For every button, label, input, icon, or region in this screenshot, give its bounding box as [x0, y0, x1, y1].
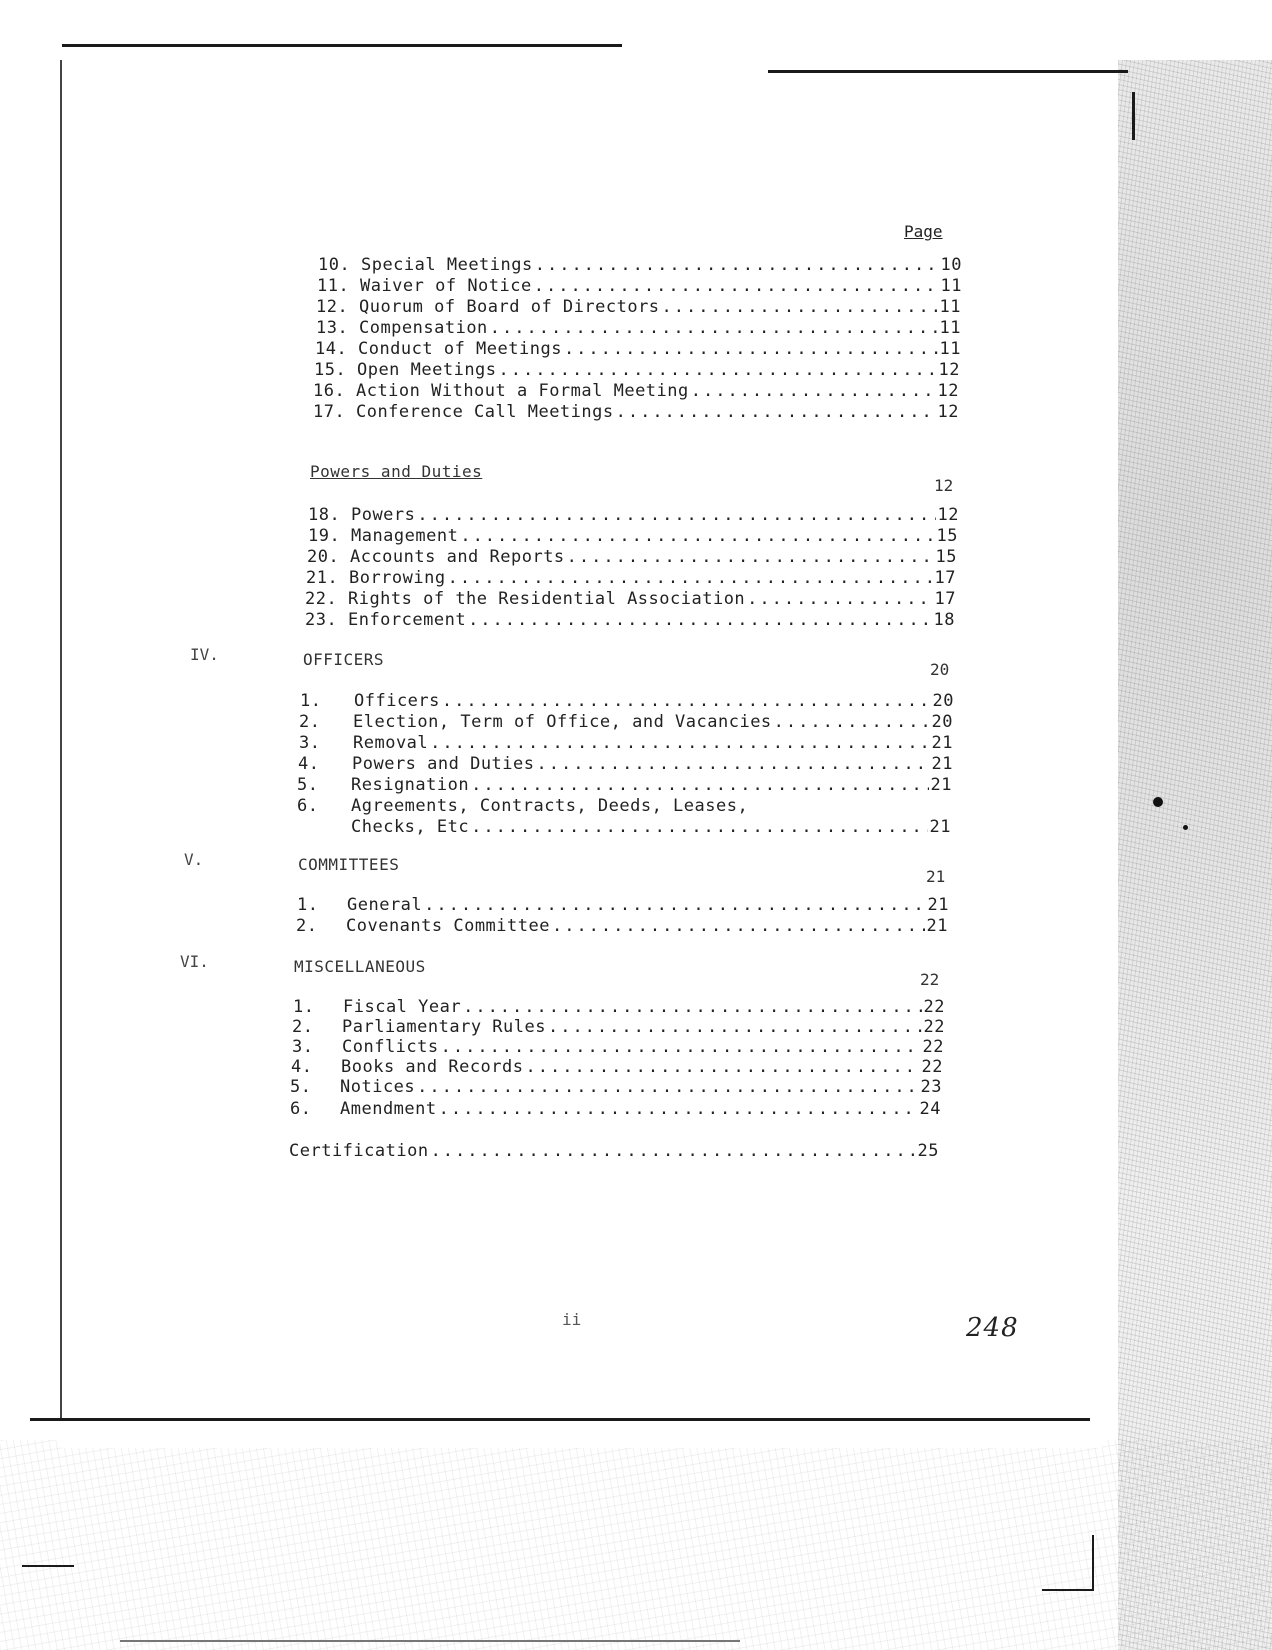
- toc-entry: [308, 505, 959, 525]
- entry-page: 21: [930, 775, 952, 795]
- entry-label: Management: [350, 526, 459, 546]
- entry-number: 5.: [290, 1077, 312, 1097]
- toc-entry: [299, 712, 953, 732]
- entry-number: 1.: [293, 997, 315, 1017]
- leader-dots: [564, 339, 938, 359]
- entry-number: 6.: [297, 796, 319, 816]
- leader-dots: [548, 1017, 922, 1037]
- article-title: MISCELLANEOUS: [294, 957, 426, 976]
- entry-label: Agreements, Contracts, Deeds, Leases,: [351, 796, 749, 816]
- entry-page: 20: [931, 712, 953, 732]
- article-number: VI.: [180, 952, 209, 971]
- ink-speck-small: [1183, 825, 1188, 830]
- entry-page: 22: [921, 1057, 943, 1077]
- leader-dots: [490, 318, 938, 338]
- entry-label: Action Without a Formal Meeting: [355, 381, 689, 401]
- page-folio: ii: [562, 1310, 582, 1329]
- entry-label: Borrowing: [348, 568, 446, 588]
- toc-entry: [316, 297, 961, 317]
- entry-number: 14.: [315, 339, 348, 359]
- entry-label: Special Meetings: [360, 255, 533, 275]
- entry-number: 4.: [291, 1057, 313, 1077]
- entry-page: 10: [940, 255, 962, 275]
- entry-label: Enforcement: [347, 610, 467, 630]
- leader-dots: [535, 255, 939, 275]
- entry-page: 22: [923, 997, 945, 1017]
- toc-entry-line2: [351, 817, 951, 837]
- bates-stamp-number: 248: [966, 1313, 1019, 1343]
- entry-number: 23.: [305, 610, 338, 630]
- article-title: COMMITTEES: [298, 855, 400, 874]
- entry-number: 18.: [308, 505, 341, 525]
- toc-entry: [314, 360, 960, 380]
- leader-dots: [747, 589, 932, 609]
- entry-page: 17: [934, 568, 956, 588]
- entry-label: Fiscal Year: [343, 997, 462, 1017]
- entry-number: 21.: [306, 568, 339, 588]
- entry-label: General: [347, 895, 423, 915]
- corner-bottom-right-h: [1042, 1589, 1094, 1591]
- leader-dots: [537, 754, 930, 774]
- toc-entry: [313, 381, 959, 401]
- entry-label: Powers: [350, 505, 416, 525]
- toc-entry: [317, 276, 962, 296]
- leader-dots: [662, 297, 938, 317]
- entry-label: Election, Term of Office, and Vacancies: [353, 712, 772, 732]
- entry-number: 11.: [317, 276, 350, 296]
- leader-dots: [567, 547, 934, 567]
- scan-noise-right: [1118, 60, 1272, 1650]
- article-page: 22: [920, 970, 940, 989]
- article-number: V.: [184, 850, 204, 869]
- leader-dots: [468, 610, 931, 630]
- subsection-page: 12: [934, 476, 954, 495]
- entry-page: 15: [935, 547, 957, 567]
- entry-page: 21: [929, 817, 951, 837]
- entry-label: Covenants Committee: [346, 916, 550, 936]
- entry-page: 21: [931, 754, 953, 774]
- entry-page: 20: [932, 691, 954, 711]
- entry-label: Powers and Duties: [352, 754, 535, 774]
- leader-dots: [417, 505, 935, 525]
- entry-number: 19.: [308, 526, 341, 546]
- toc-entry: [297, 775, 952, 795]
- entry-label: Parliamentary Rules: [342, 1017, 546, 1037]
- entry-number: 17.: [313, 402, 346, 422]
- leader-dots: [526, 1057, 920, 1077]
- toc-entry-line1: [297, 796, 952, 816]
- toc-entry: [291, 1057, 943, 1077]
- top-edge-left: [62, 44, 622, 47]
- article-page: 21: [926, 867, 946, 886]
- entry-page: 15: [936, 526, 958, 546]
- entry-page: 17: [934, 589, 956, 609]
- entry-page: 18: [933, 610, 955, 630]
- entry-page: 11: [939, 297, 961, 317]
- entry-label: Waiver of Notice: [359, 276, 532, 296]
- entry-page: 21: [927, 895, 949, 915]
- toc-entry: [290, 1099, 941, 1119]
- leader-dots: [691, 381, 936, 401]
- entry-page: 11: [939, 318, 961, 338]
- entry-number: 1.: [297, 895, 319, 915]
- entry-label: Open Meetings: [356, 360, 497, 380]
- toc-entry: [313, 402, 959, 422]
- entry-label: Notices: [340, 1077, 416, 1097]
- article-title: OFFICERS: [303, 650, 385, 669]
- leader-dots: [471, 775, 928, 795]
- leader-dots: [552, 916, 925, 936]
- leader-dots: [534, 276, 939, 296]
- entry-label-continued: Checks, Etc: [351, 817, 470, 837]
- entry-label: Conference Call Meetings: [355, 402, 614, 422]
- entry-label: Books and Records: [341, 1057, 524, 1077]
- leader-dots: [499, 360, 937, 380]
- page-column-header: Page: [904, 222, 943, 241]
- entry-number: 6.: [290, 1099, 312, 1119]
- leader-dots: [441, 1037, 921, 1057]
- entry-page: 23: [920, 1077, 942, 1097]
- bottom-edge: [30, 1418, 1090, 1421]
- entry-page: 22: [923, 1017, 945, 1037]
- ink-speck: [1153, 797, 1163, 807]
- entry-number: 16.: [313, 381, 346, 401]
- leader-dots: [439, 1099, 918, 1119]
- toc-entry: [308, 526, 958, 546]
- toc-entry: [292, 1037, 944, 1057]
- entry-number: 13.: [316, 318, 349, 338]
- toc-entry: [292, 1017, 945, 1037]
- toc-entry: [316, 318, 961, 338]
- leader-dots: [471, 817, 927, 837]
- toc-entry: [298, 754, 953, 774]
- entry-label: Rights of the Residential Association: [347, 589, 746, 609]
- entry-page: 22: [922, 1037, 944, 1057]
- entry-page: 21: [931, 733, 953, 753]
- toc-entry: [293, 997, 945, 1017]
- entry-label: Removal: [353, 733, 429, 753]
- leader-dots: [774, 712, 930, 732]
- entry-number: 10.: [318, 255, 351, 275]
- toc-entry: [297, 895, 949, 915]
- leader-dots: [430, 733, 929, 753]
- right-bracket-top: [1132, 92, 1135, 140]
- entry-page: 12: [937, 381, 959, 401]
- entry-number: 15.: [314, 360, 347, 380]
- entry-number: 3.: [299, 733, 321, 753]
- left-edge: [60, 60, 62, 1420]
- leader-dots: [616, 402, 936, 422]
- entry-label: Conduct of Meetings: [357, 339, 562, 359]
- entry-label: Officers: [354, 691, 440, 711]
- entry-number: 2.: [296, 916, 318, 936]
- toc-entry: [290, 1077, 942, 1097]
- entry-label: Conflicts: [342, 1037, 439, 1057]
- toc-entry: [306, 568, 956, 588]
- leader-dots: [417, 1077, 918, 1097]
- entry-label: Accounts and Reports: [349, 547, 565, 567]
- page-bottom-rule: [120, 1640, 740, 1642]
- corner-bottom-left: [22, 1565, 74, 1567]
- toc-entry: [307, 547, 957, 567]
- entry-number: 2.: [292, 1017, 314, 1037]
- toc-entry: [299, 733, 953, 753]
- entry-page: 12: [937, 402, 959, 422]
- leader-dots: [448, 568, 933, 588]
- entry-page: 11: [940, 276, 962, 296]
- entry-number: 22.: [305, 589, 338, 609]
- article-number: IV.: [190, 645, 219, 664]
- entry-page: 12: [937, 505, 959, 525]
- entry-number: 12.: [316, 297, 349, 317]
- entry-number: 4.: [298, 754, 320, 774]
- entry-number: 1.: [300, 691, 322, 711]
- leader-dots: [424, 895, 925, 915]
- entry-label: Certification: [289, 1141, 429, 1161]
- toc-entry: [305, 610, 955, 630]
- leader-dots: [442, 691, 931, 711]
- corner-bottom-right-v: [1092, 1535, 1094, 1591]
- toc-entry: [318, 255, 962, 275]
- article-page: 20: [930, 660, 950, 679]
- top-edge-right: [768, 70, 1128, 73]
- entry-number: 2.: [299, 712, 321, 732]
- leader-dots: [460, 526, 934, 546]
- toc-entry-certification: [289, 1141, 939, 1161]
- toc-entry: [315, 339, 961, 359]
- scan-noise-bottom: [0, 1440, 1272, 1650]
- entry-label: Resignation: [351, 775, 470, 795]
- entry-page: 12: [938, 360, 960, 380]
- entry-label: Compensation: [358, 318, 488, 338]
- toc-entry: [296, 916, 948, 936]
- subsection-heading: Powers and Duties: [310, 462, 483, 481]
- entry-page: 25: [917, 1141, 939, 1161]
- entry-number: 3.: [292, 1037, 314, 1057]
- toc-entry: [300, 691, 954, 711]
- entry-number: 20.: [307, 547, 340, 567]
- leader-dots: [431, 1141, 916, 1161]
- entry-page: 11: [939, 339, 961, 359]
- entry-number: 5.: [297, 775, 319, 795]
- entry-label: Amendment: [340, 1099, 437, 1119]
- entry-page: 21: [926, 916, 948, 936]
- entry-label: Quorum of Board of Directors: [358, 297, 660, 317]
- entry-page: 24: [919, 1099, 941, 1119]
- leader-dots: [463, 997, 921, 1017]
- toc-entry: [305, 589, 956, 609]
